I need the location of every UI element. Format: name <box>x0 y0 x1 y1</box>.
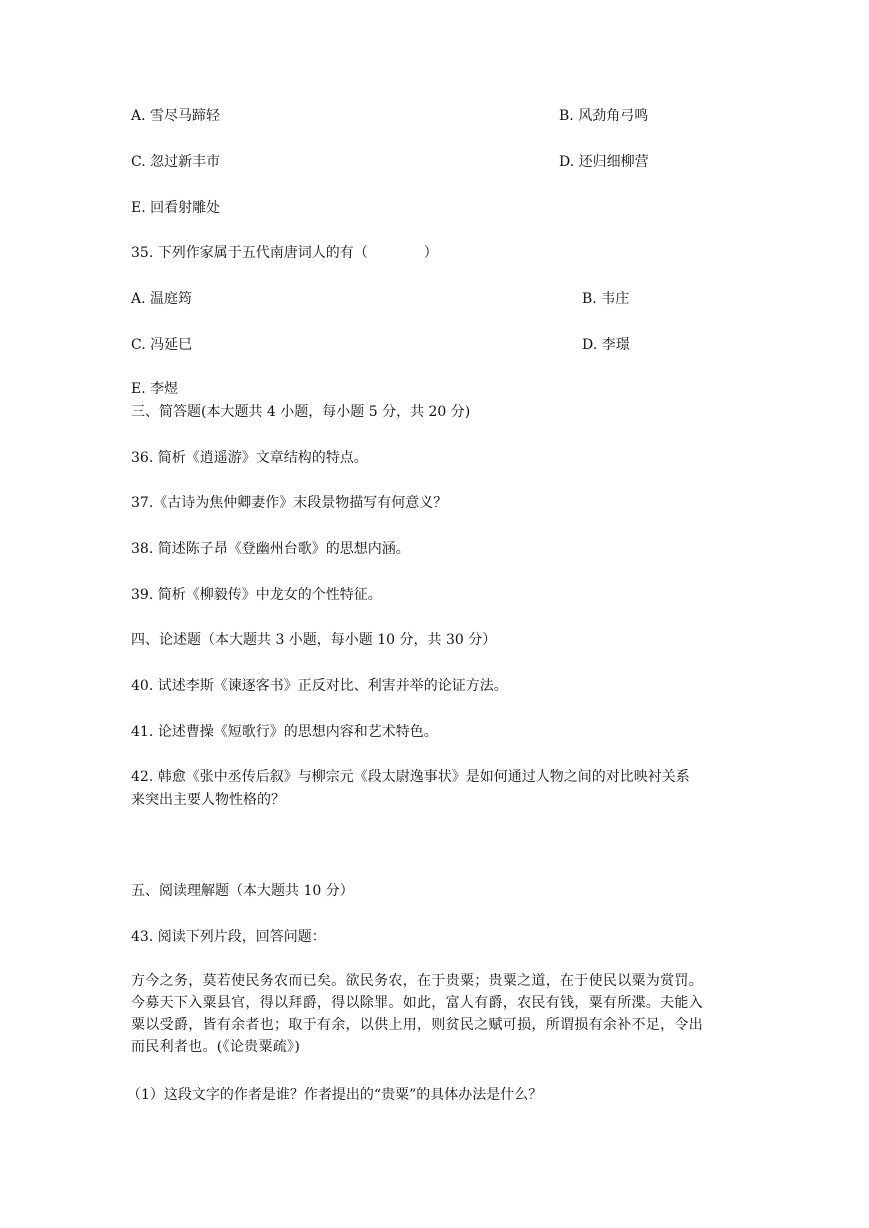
question-43: 43. 阅读下列片段，回答问题： <box>131 929 326 945</box>
q35-option-e: E. 李煜 <box>131 381 179 397</box>
passage-line: 方今之务，莫若使民务农而已矣。欲民务农，在于贵粟；贵粟之道，在于使民以粟为赏罚。 <box>131 973 703 989</box>
question-42-line2: 来突出主要人物性格的？ <box>131 792 285 808</box>
reading-passage <box>131 970 741 1058</box>
question-36: 36. 简析《逍遥游》文章结构的特点。 <box>131 450 368 466</box>
passage-line: 粟以受爵，皆有余者也；取于有余，以供上用，则贫民之赋可损，所谓损有余补不足，令出 <box>131 1017 703 1033</box>
question-39: 39. 简析《柳毅传》中龙女的个性特征。 <box>131 587 382 603</box>
q34-option-d: D. 还归细柳营 <box>559 154 649 170</box>
q35-stem: 35. 下列作家属于五代南唐词人的有（ ） <box>131 245 438 261</box>
q34-option-b: B. 风劲角弓鸣 <box>559 108 649 124</box>
q35-option-c: C. 冯延巳 <box>131 337 193 353</box>
q34-option-a: A. 雪尽马蹄轻 <box>131 108 221 124</box>
passage-line: 而民利者也。(《论贵粟疏》) <box>131 1039 301 1055</box>
q35-option-d: D. 李璟 <box>582 337 630 353</box>
question-37: 37.《古诗为焦仲卿妻作》末段景物描写有何意义？ <box>131 495 448 511</box>
question-41: 41. 论述曹操《短歌行》的思想内容和艺术特色。 <box>131 724 438 740</box>
question-40: 40. 试述李斯《谏逐客书》正反对比、利害并举的论证方法。 <box>131 678 508 694</box>
q34-option-e: E. 回看射雕处 <box>131 200 221 216</box>
section3-heading: 三、简答题(本大题共 4 小题，每小题 5 分，共 20 分) <box>131 404 471 420</box>
section4-heading: 四、论述题（本大题共 3 小题，每小题 10 分，共 30 分） <box>131 632 497 648</box>
question-38: 38. 简述陈子昂《登幽州台歌》的思想内涵。 <box>131 541 410 557</box>
q35-option-b: B. 韦庄 <box>582 291 630 307</box>
question-42-line1: 42. 韩愈《张中丞传后叙》与柳宗元《段太尉逸事状》是如何通过人物之间的对比映衬关系 <box>131 769 690 785</box>
q35-option-a: A. 温庭筠 <box>131 291 193 307</box>
q34-option-c: C. 忽过新丰市 <box>131 154 221 170</box>
sub-question-1: （1）这段文字的作者是谁？作者提出的“贵粟”的具体办法是什么？ <box>127 1087 543 1103</box>
section5-heading: 五、阅读理解题（本大题共 10 分） <box>131 883 354 899</box>
passage-line: 今募天下入粟县官，得以拜爵，得以除罪。如此，富人有爵，农民有钱，粟有所渫。夫能入 <box>131 995 703 1011</box>
